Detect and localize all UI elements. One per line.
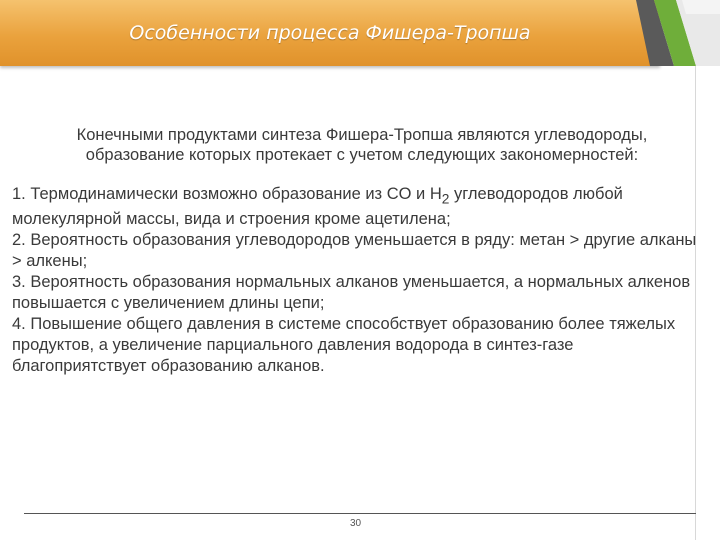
intro-line-2: образование которых протекает с учетом следующих закономерностей:: [85, 146, 639, 164]
rule-1-subscript: 2: [441, 191, 450, 207]
rule-item-4: 4. Повышение общего давления в системе способствует образованию более тяжелых продуктов, а увеличение парциального давления водорода в синтез-газе благоприятствует образованию алканов.: [12, 315, 676, 376]
intro-text: [28, 125, 696, 165]
rule-item-1: [12, 184, 702, 230]
rule-1-before: 1. Термодинамически возможно образование из CO и H: [12, 185, 442, 203]
page-number: 30: [350, 518, 362, 529]
rule-item-2: 2. Вероятность образования углеводородов уменьшается в ряду: метан > другие алканы > алкены;: [12, 231, 697, 271]
rules-list: [12, 184, 702, 377]
title-bar: [0, 0, 660, 66]
rule-item-3: 3. Вероятность образования нормальных алканов уменьшается, а нормальных алкенов повышается с увеличением длины цепи;: [12, 273, 691, 313]
rule-1-after: углеводородов любой молекулярной массы, вида и строения кроме ацетилена;: [12, 185, 623, 229]
corner-decoration: [636, 0, 720, 66]
footer-divider: [24, 513, 696, 514]
intro-line-1: Конечными продуктами синтеза Фишера-Тропша являются углеводороды,: [76, 126, 648, 144]
slide-title: Особенности процесса Фишера-Тропша: [129, 22, 531, 44]
